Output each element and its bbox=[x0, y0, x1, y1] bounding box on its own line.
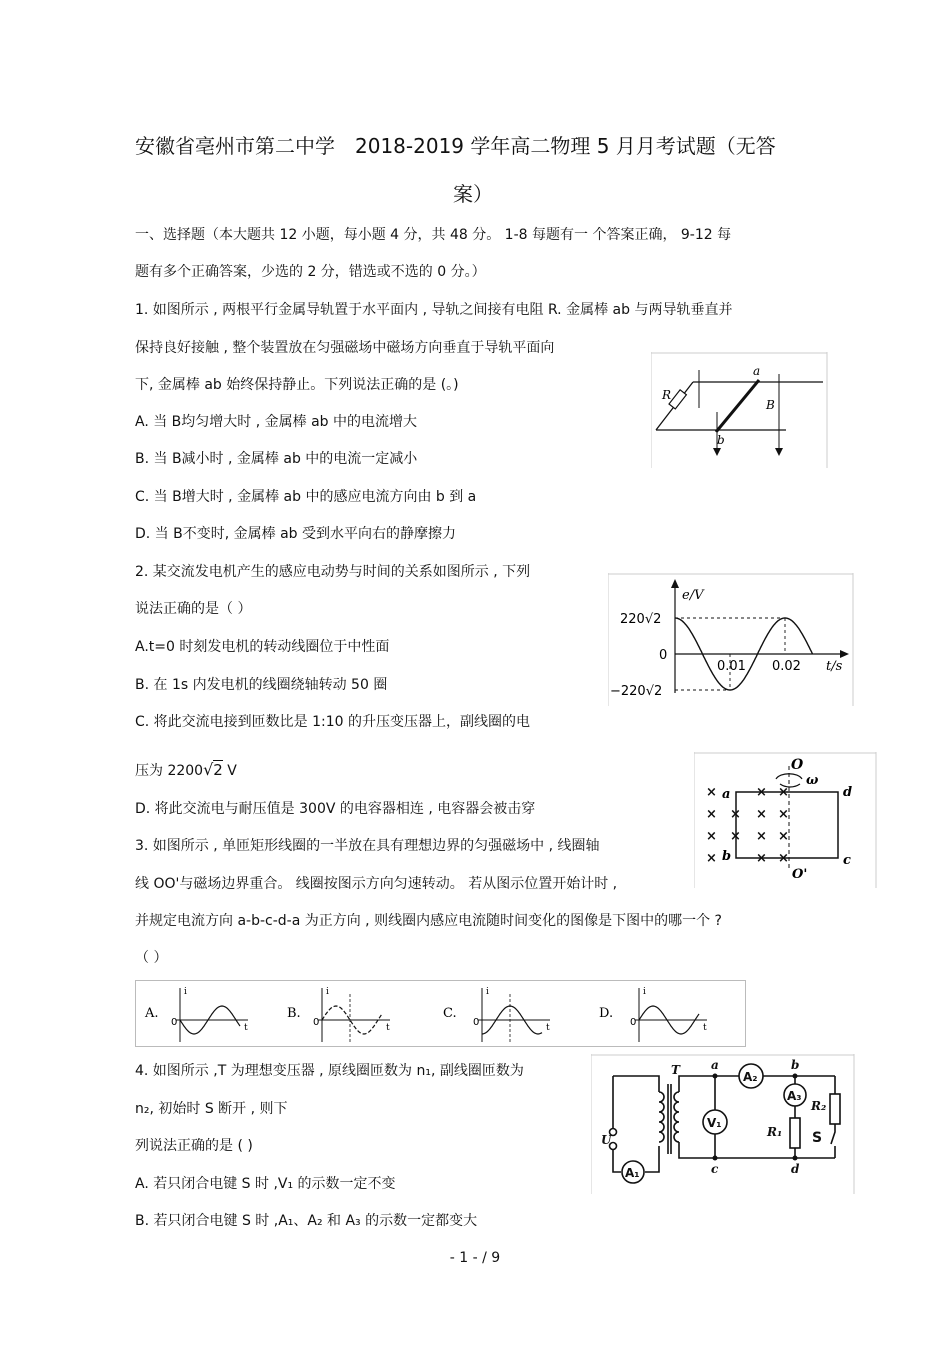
q3-label-O-prime: O' bbox=[792, 867, 808, 882]
page-number: - 1 - / 9 bbox=[449, 1250, 501, 1266]
svg-text:×: × bbox=[756, 851, 767, 866]
section-heading-line-2: 题有多个正确答案，少选的 2 分，错选或不选的 0 分。） bbox=[135, 264, 486, 280]
q4-label-U: U bbox=[601, 1133, 612, 1147]
q3-graph-origin-label: 0 bbox=[630, 1017, 637, 1028]
q1-label-a: a bbox=[753, 364, 761, 378]
svg-text:×: × bbox=[756, 785, 767, 800]
q2-y-tick-bottom: −220√2 bbox=[610, 684, 663, 699]
q3-graph-i-label: i bbox=[326, 987, 329, 997]
svg-text:×: × bbox=[706, 829, 717, 844]
q4-transformer-circuit bbox=[591, 1054, 855, 1194]
section-heading-line-1: 一、选择题（本大题共 12 小题，每小题 4 分，共 48 分。 1-8 每题有一 个答案正确， 9-12 每 bbox=[135, 227, 732, 243]
q3-graph-t-label: t bbox=[386, 1023, 390, 1033]
title-line-1: 安徽省亳州市第二中学 2018-2019 学年高二物理 5 月月考试题（无答 bbox=[135, 134, 776, 158]
svg-text:×: × bbox=[756, 829, 767, 844]
q2-y-tick-top: 220√2 bbox=[620, 612, 662, 627]
q1-option-c: C. 当 B增大时 , 金属棒 ab 中的感应电流方向由 b 到 a bbox=[135, 489, 477, 505]
q3-graph-i-label: i bbox=[184, 987, 187, 997]
q2-x-tick-1: 0.01 bbox=[717, 659, 746, 674]
q3-coil-figure bbox=[694, 752, 878, 888]
q3-label-omega: ω bbox=[806, 773, 819, 788]
q4-label-A1: A₁ bbox=[625, 1166, 640, 1180]
svg-text:×: × bbox=[778, 851, 789, 866]
q4-label-a: a bbox=[711, 1058, 719, 1072]
q3-option-label-4: D. bbox=[599, 1006, 614, 1021]
q4-label-A2: A₂ bbox=[743, 1070, 758, 1084]
q1-label-R: R bbox=[662, 388, 672, 402]
q4-option-a: A. 若只闭合电键 S 时 ,V₁ 的示数一定不变 bbox=[135, 1176, 396, 1192]
q2-y-axis-label: e/V bbox=[682, 588, 704, 603]
q4-label-V1: V₁ bbox=[707, 1116, 722, 1130]
q4-label-S: S bbox=[812, 1130, 823, 1146]
svg-text:×: × bbox=[706, 785, 717, 800]
q1-rail-figure bbox=[651, 352, 829, 468]
q3-graph-t-label: t bbox=[244, 1023, 248, 1033]
q3-graph-origin-label: 0 bbox=[171, 1017, 178, 1028]
q1-label-B: B bbox=[766, 398, 775, 412]
q3-graph-t-label: t bbox=[703, 1023, 707, 1033]
q1-label-b: b bbox=[717, 433, 725, 447]
q4-stem-1: 4. 如图所示 ,T 为理想变压器 , 原线圈匝数为 n₁, 副线圈匝数为 bbox=[135, 1063, 524, 1079]
q2-option-d: D. 将此交流电与耐压值是 300V 的电容器相连 , 电容器会被击穿 bbox=[135, 801, 536, 817]
q3-stem-1: 3. 如图所示 , 单匝矩形线圈的一半放在具有理想边界的匀强磁场中 , 线圈轴 bbox=[135, 838, 600, 854]
q3-label-c: c bbox=[843, 853, 851, 868]
q3-option-graphs bbox=[135, 980, 747, 1047]
q4-stem-3: 列说法正确的是 ( ) bbox=[135, 1138, 253, 1154]
q4-stem-2: n₂, 初始时 S 断开 , 则下 bbox=[135, 1101, 288, 1117]
q2-option-c-line-2-prefix: 压为 2200 bbox=[135, 763, 204, 779]
q2-option-b: B. 在 1s 内发电机的线圈绕轴转动 50 圈 bbox=[135, 677, 388, 693]
q4-label-c: c bbox=[711, 1162, 719, 1176]
q3-stem-4: （ ） bbox=[135, 950, 168, 966]
q2-emf-chart bbox=[608, 573, 854, 706]
q2-stem-2: 说法正确的是（ ） bbox=[135, 601, 252, 617]
svg-text:×: × bbox=[778, 807, 789, 822]
q3-option-label-1: A. bbox=[145, 1006, 159, 1021]
q2-option-c-line-2-unit: V bbox=[222, 763, 237, 779]
q3-graph-i-label: i bbox=[486, 987, 489, 997]
svg-text:×: × bbox=[778, 785, 789, 800]
q3-label-b: b bbox=[722, 849, 732, 864]
title-line-2: 案） bbox=[453, 182, 493, 206]
q3-label-d: d bbox=[843, 785, 853, 800]
q4-label-T: T bbox=[671, 1063, 680, 1077]
q1-option-a: A. 当 B均匀增大时 , 金属棒 ab 中的电流增大 bbox=[135, 414, 418, 430]
q1-stem-2: 保持良好接触 , 整个装置放在匀强磁场中磁场方向垂直于导轨平面向 bbox=[135, 340, 555, 356]
svg-text:×: × bbox=[778, 829, 789, 844]
q4-label-R1: R₁ bbox=[767, 1125, 783, 1139]
q3-option-label-2: B. bbox=[287, 1006, 301, 1021]
sqrt-icon: √ bbox=[203, 760, 214, 779]
q3-stem-2: 线 OO'与磁场边界重合。 线圈按图示方向匀速转动。 若从图示位置开始计时 , bbox=[135, 876, 618, 892]
q1-option-b: B. 当 B减小时 , 金属棒 ab 中的电流一定减小 bbox=[135, 451, 418, 467]
q3-option-label-3: C. bbox=[443, 1006, 457, 1021]
q2-x-axis-label: t/s bbox=[826, 659, 843, 674]
q3-stem-3: 并规定电流方向 a-b-c-d-a 为正方向 , 则线圈内感应电流随时间变化的图像是下图中的哪一个 ? bbox=[135, 913, 722, 929]
q1-stem-1: 1. 如图所示 , 两根平行金属导轨置于水平面内 , 导轨之间接有电阻 R. 金属棒 ab 与两导轨垂直并 bbox=[135, 302, 733, 318]
q4-label-d: d bbox=[791, 1162, 800, 1176]
q1-option-d: D. 当 B不变时, 金属棒 ab 受到水平向右的静摩擦力 bbox=[135, 526, 457, 542]
q4-label-b: b bbox=[791, 1058, 800, 1072]
q1-stem-3: 下, 金属棒 ab 始终保持静止。下列说法正确的是 (。) bbox=[135, 377, 459, 393]
q3-label-O: O bbox=[791, 757, 804, 773]
q2-option-c-line-2 bbox=[135, 760, 237, 781]
svg-text:×: × bbox=[730, 829, 741, 844]
q3-label-a: a bbox=[722, 787, 731, 802]
svg-text:×: × bbox=[706, 851, 717, 866]
svg-text:×: × bbox=[706, 807, 717, 822]
q2-option-c: C. 将此交流电接到匝数比是 1:10 的升压变压器上，副线圈的电 bbox=[135, 714, 531, 730]
q2-x-tick-2: 0.02 bbox=[772, 659, 801, 674]
q3-graph-i-label: i bbox=[643, 987, 646, 997]
q2-stem-1: 2. 某交流发电机产生的感应电动势与时间的关系如图所示 , 下列 bbox=[135, 564, 531, 580]
q3-graph-origin-label: 0 bbox=[313, 1017, 320, 1028]
q4-label-R2: R₂ bbox=[811, 1099, 827, 1113]
q4-label-A3: A₃ bbox=[787, 1089, 802, 1103]
q2-option-c-line-2-radicand: 2 bbox=[213, 761, 223, 779]
q3-graph-t-label: t bbox=[546, 1023, 550, 1033]
q2-option-a: A.t=0 时刻发电机的转动线圈位于中性面 bbox=[135, 639, 390, 655]
q4-option-b: B. 若只闭合电键 S 时 ,A₁、A₂ 和 A₃ 的示数一定都变大 bbox=[135, 1213, 478, 1229]
svg-text:×: × bbox=[756, 807, 767, 822]
q2-y-tick-zero: 0 bbox=[659, 648, 668, 663]
q3-graph-origin-label: 0 bbox=[473, 1017, 480, 1028]
svg-text:×: × bbox=[730, 807, 741, 822]
